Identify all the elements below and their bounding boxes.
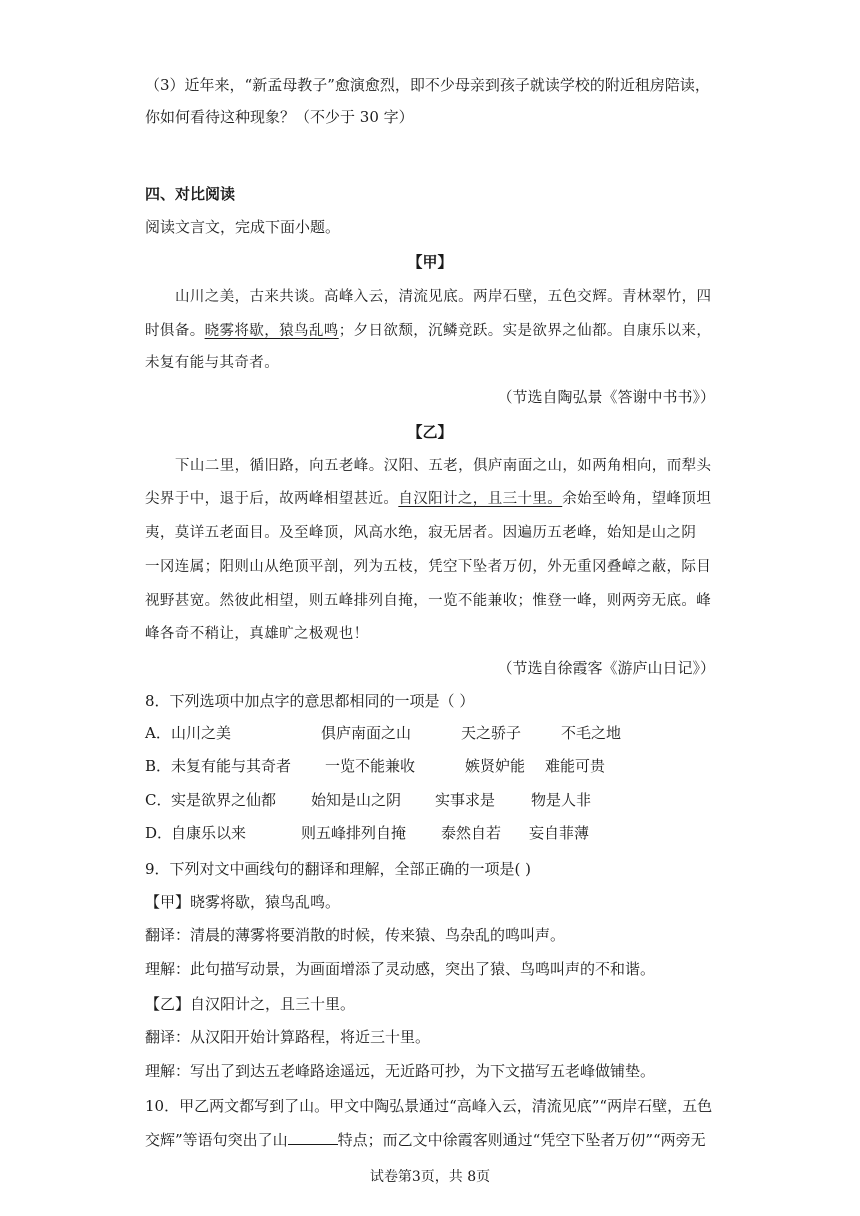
option-item: 山川之美 xyxy=(171,724,232,742)
option-letter: D． xyxy=(145,824,173,842)
yi-line-4: 一冈连属；阳则山从绝顶平剖，列为五枝，凭空下坠者万仞，外无重冈叠嶂之蔽，际目 xyxy=(145,559,712,575)
option-item: 实是欲界之仙都 xyxy=(171,791,277,809)
yi-line-3: 夷，莫详五老面目。及至峰顶，风高水绝，寂无居者。因遍历五老峰，始知是山之阴 xyxy=(145,525,697,541)
q10-line-2a: 交辉”等语句突出了山 xyxy=(145,1131,288,1149)
option-item: 一览不能兼收 xyxy=(325,757,416,775)
option-item: 俱庐南面之山 xyxy=(321,724,412,742)
jia-line-2 xyxy=(145,320,711,342)
answer-blank[interactable] xyxy=(288,1130,338,1145)
section-instruction: 阅读文言文，完成下面小题。 xyxy=(145,218,341,236)
q9-jia-understanding: 理解：此句描写动景，为画面增添了灵动感，突出了猿、鸟鸣叫声的不和谐。 xyxy=(145,960,656,978)
option-item: 自康乐以来 xyxy=(171,824,247,842)
yi-underlined-sentence: 自汉阳计之，且三十里。 xyxy=(398,491,563,507)
yi-line-6: 峰各奇不稍让，真雄旷之极观也！ xyxy=(145,626,369,642)
option-item: 天之骄子 xyxy=(461,724,522,742)
jia-line-3: 未复有能与其奇者。 xyxy=(145,355,280,371)
q10-line-1: 10．甲乙两文都写到了山。甲文中陶弘景通过“高峰入云，清流见底”“两岸石壁，五色 xyxy=(145,1097,713,1115)
yi-line-2 xyxy=(145,488,711,510)
option-item: 不毛之地 xyxy=(561,724,622,742)
q9-yi-sentence: 【乙】自汉阳计之，且三十里。 xyxy=(145,995,356,1013)
option-item: 妄自菲薄 xyxy=(529,824,590,842)
q8-option-c[interactable] xyxy=(145,789,591,811)
q10-line-2 xyxy=(145,1129,706,1151)
q8-option-d[interactable] xyxy=(145,822,589,844)
option-item: 则五峰排列自掩 xyxy=(301,824,407,842)
q9-yi-understanding: 理解：写出了到达五老峰路途遥远，无近路可抄，为下文描写五老峰做铺垫。 xyxy=(145,1062,656,1080)
option-letter: A． xyxy=(145,724,171,742)
yi-label: 【乙】 xyxy=(407,423,453,441)
q3-line-2: 你如何看待这种现象？（不少于 30 字） xyxy=(145,108,414,126)
q8-option-b[interactable] xyxy=(145,755,605,777)
option-item: 物是人非 xyxy=(531,791,592,809)
jia-line-1: 山川之美，古来共谈。高峰入云，清流见底。两岸石壁，五色交辉。青林翠竹，四 xyxy=(175,289,712,305)
option-item: 实事求是 xyxy=(435,791,496,809)
yi-line-2a: 尖界于中，退于后，故两峰相望甚近。 xyxy=(145,491,399,507)
yi-source: （节选自徐霞客《游庐山日记》） xyxy=(497,659,715,677)
jia-source: （节选自陶弘景《答谢中书书》） xyxy=(497,388,715,406)
option-letter: B． xyxy=(145,757,172,775)
q3-line-1: （3）近年来，“新孟母教子”愈演愈烈，即不少母亲到孩子就读学校的附近租房陪读， xyxy=(145,76,710,94)
q8-stem: 8．下列选项中加点字的意思都相同的一项是（ ） xyxy=(145,692,475,710)
yi-line-2b: 余始至岭角，望峰顶坦 xyxy=(562,491,712,507)
option-letter: C． xyxy=(145,791,172,809)
option-item: 泰然自若 xyxy=(441,824,502,842)
option-item: 未复有能与其奇者 xyxy=(171,757,292,775)
q9-stem: 9．下列对文中画线句的翻译和理解，全部正确的一项是( ) xyxy=(145,860,532,878)
q8-option-a[interactable] xyxy=(145,722,621,744)
q9-jia-translation: 翻译：清晨的薄雾将要消散的时候，传来猿、鸟杂乱的鸣叫声。 xyxy=(145,926,566,944)
jia-line-2b: ；夕日欲颓，沉鳞竞跃。实是欲界之仙都。自康乐以来， xyxy=(338,323,712,339)
yi-line-1: 下山二里，循旧路，向五老峰。汉阳、五老，俱庐南面之山，如两角相向，而犁头 xyxy=(175,458,712,474)
jia-line-2a: 时俱备。 xyxy=(145,323,205,339)
q9-jia-sentence: 【甲】晓雾将歇，猿鸟乱鸣。 xyxy=(145,893,341,911)
jia-label: 【甲】 xyxy=(407,253,453,271)
jia-underlined-sentence: 晓雾将歇，猿鸟乱鸣 xyxy=(204,323,339,339)
q9-yi-translation: 翻译：从汉阳开始计算路程，将近三十里。 xyxy=(145,1028,431,1046)
q10-line-2b: 特点；而乙文中徐霞客则通过“凭空下坠者万仞”“两旁无 xyxy=(337,1131,706,1149)
section-title: 四、对比阅读 xyxy=(145,185,236,203)
option-item: 嫉贤妒能 xyxy=(465,757,526,775)
option-item: 难能可贵 xyxy=(545,757,606,775)
yi-line-5: 视野甚宽。然彼此相望，则五峰排列自掩，一览不能兼收；惟登一峰，则两旁无底。峰 xyxy=(145,593,712,609)
option-item: 始知是山之阴 xyxy=(311,791,402,809)
page-footer: 试卷第3页，共 8页 xyxy=(369,1169,491,1185)
